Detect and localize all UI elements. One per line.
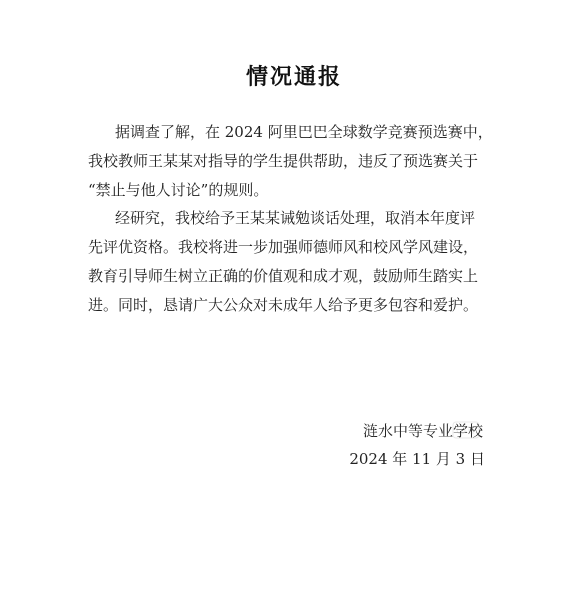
paragraph-decision: [88, 204, 508, 320]
paragraph-line: 据调查了解，在 2024 阿里巴巴全球数学竞赛预选赛中，: [115, 123, 493, 141]
signature-organization: 涟水中等专业学校: [362, 422, 483, 440]
paragraph-line: 进。同时，恳请广大公众对未成年人给予更多包容和爱护。: [88, 296, 479, 314]
paragraph-line: “禁止与他人讨论”的规则。: [88, 181, 269, 199]
paragraph-line: 教育引导师生树立正确的价值观和成才观，鼓励师生踏实上: [88, 267, 479, 285]
paragraph-investigation: [88, 118, 508, 205]
paragraph-line: 先评优资格。我校将进一步加强师德师风和校风学风建设，: [88, 238, 479, 256]
watermark-icon: [452, 421, 480, 439]
document-title: 情况通报: [245, 65, 342, 90]
signature-date: 2024 年 11 月 3 日: [349, 450, 485, 468]
paragraph-line: 我校教师王某某对指导的学生提供帮助，违反了预选赛关于: [88, 152, 479, 170]
paragraph-line: 经研究，我校给予王某某诫勉谈话处理，取消本年度评: [115, 209, 476, 227]
